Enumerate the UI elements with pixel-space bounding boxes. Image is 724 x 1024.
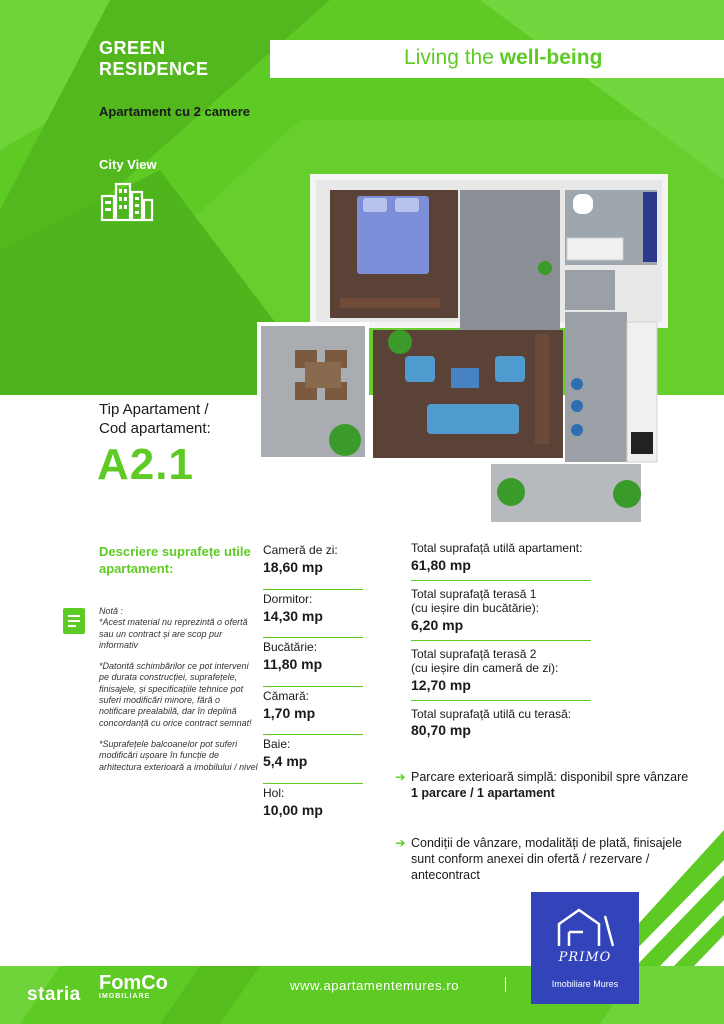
room-value: 5,4 mp [263, 753, 308, 769]
footer-separator [505, 977, 506, 992]
sofa [427, 404, 519, 434]
room-label: Cameră de zi: [263, 543, 338, 557]
slogan-bold: well-being [499, 46, 603, 69]
room-item [263, 590, 363, 639]
room-label: Baie: [263, 737, 291, 751]
website-link[interactable]: www.apartamentemures.ro [290, 978, 460, 993]
total-areas-list [411, 541, 591, 751]
note-paragraph-2: *Datorită schimbărilor ce pot interveni pe durata construcției, suprafețele, finisajele, și specificațiile tehnice pot suferi modificări minore, fără o notificare prealabilă, dar în deplină concordanță cu orice contract semnat! [99, 661, 252, 728]
total-label: Total suprafață terasă 1 (cu ieșire din bucătărie): [411, 586, 540, 615]
room-value: 14,30 mp [263, 607, 323, 624]
room-item [263, 638, 363, 687]
slogan-part1: Living the [404, 46, 500, 69]
room-item [263, 735, 363, 784]
primo-name: PRIMO [558, 950, 612, 965]
slogan [404, 46, 602, 70]
parking-bullet [395, 769, 695, 801]
city-buildings-icon [100, 182, 154, 222]
fomco-logo: FomCo [99, 972, 168, 994]
primo-subtitle: Imobiliare Mures [551, 979, 619, 989]
type-label-line-2: Cod apartament: [99, 420, 211, 437]
total-item [411, 707, 591, 746]
room-label: Dormitor: [263, 591, 313, 606]
room-value: 11,80 mp [263, 656, 323, 672]
fomco-subtitle: IMOBILIARE [99, 993, 151, 1000]
total-label: Total suprafață utilă cu terasă: [411, 706, 572, 721]
parking-strong-text: 1 parcare / 1 apartament [411, 786, 555, 800]
room-areas-list [263, 541, 363, 832]
total-value: 80,70 mp [411, 722, 471, 738]
brand-name [99, 38, 209, 80]
document-note-icon [63, 608, 85, 634]
room-label: Bucătărie: [263, 640, 318, 654]
total-value: 12,70 mp [411, 676, 471, 693]
apartment-type-label [99, 400, 211, 438]
primo-logo-box [531, 892, 639, 1004]
room-item [263, 687, 363, 736]
staria-logo: staria [27, 984, 81, 1005]
primo-house-icon [553, 906, 617, 948]
arrow-right-icon: ➔ [395, 836, 406, 850]
brand-line-2: RESIDENCE [99, 59, 209, 79]
floor-plan-render [255, 172, 675, 527]
view-label: City View [99, 157, 157, 172]
room-item [263, 541, 363, 590]
conditions-text: Condiții de vânzare, modalități de plată, finisajele sunt conform anexei din ofertă / rezervare / antecontract [411, 836, 682, 882]
brand-line-1: GREEN [99, 38, 166, 58]
room-value: 18,60 mp [263, 559, 323, 575]
room-label: Hol: [263, 785, 285, 800]
room-value: 10,00 mp [263, 801, 323, 818]
apartment-subtitle: Apartament cu 2 camere [99, 104, 251, 119]
total-label: Total suprafață utilă apartament: [411, 541, 583, 555]
total-value: 6,20 mp [411, 616, 464, 633]
parking-text: Parcare exterioară simplă: disponibil spre vânzare [411, 770, 689, 784]
type-label-line-1: Tip Apartament / [99, 401, 209, 418]
apartment-code: A2.1 [97, 440, 194, 489]
room-label: Cămară: [263, 688, 310, 703]
total-value: 61,80 mp [411, 556, 471, 573]
description-title: Descriere suprafețe utile apartament: [99, 544, 251, 576]
note-paragraph-1: Notă : *Acest material nu reprezintă o ofertă sau un contract și are scop pur informativ [99, 606, 248, 650]
total-item [411, 647, 591, 701]
total-item [411, 541, 591, 581]
arrow-right-icon: ➔ [395, 770, 406, 784]
room-value: 1,70 mp [263, 704, 316, 721]
total-item [411, 587, 591, 641]
total-label: Total suprafață terasă 2 (cu ieșire din cameră de zi): [411, 646, 559, 675]
disclaimer-note [99, 606, 259, 783]
room-item [263, 784, 363, 833]
note-paragraph-3: *Suprafețele balcoanelor pot suferi modificări ușoare în funcție de arhitectura exterioară a imobilului / nivel [99, 738, 258, 772]
